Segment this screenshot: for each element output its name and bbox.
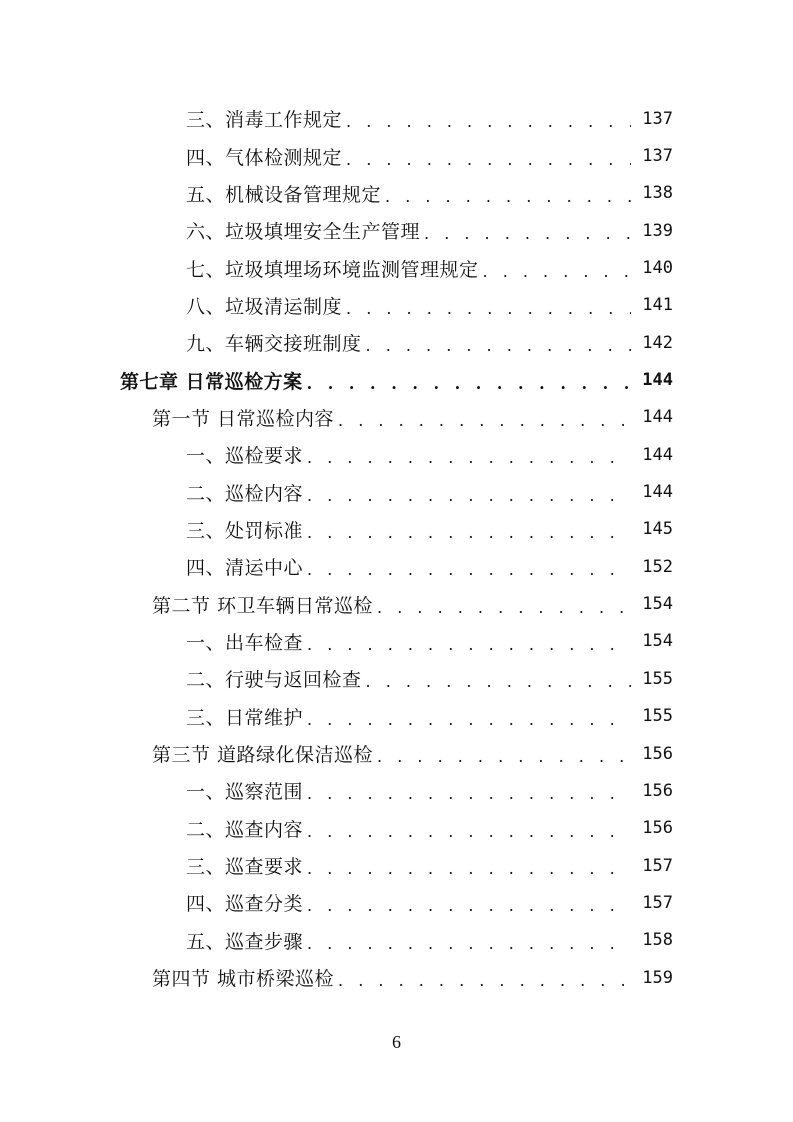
toc-dot-leader [307,934,631,953]
toc-entry[interactable] [0,137,793,174]
toc-dot-leader [307,822,631,841]
toc-entry-page: 156 [642,743,673,764]
toc-section-entry[interactable] [0,399,793,436]
toc-entry-title: 七、垃圾填埋场环境监测管理规定 [186,258,479,281]
toc-entry-page: 154 [642,631,673,652]
toc-entry-title: 六、垃圾填埋安全生产管理 [186,221,421,244]
toc-dot-leader [307,523,631,542]
toc-entry-page: 154 [642,594,673,615]
toc-entry-title: 九、车辆交接班制度 [186,333,362,356]
toc-dot-leader [307,859,631,878]
toc-entry-page: 155 [642,706,673,727]
toc-dot-leader [346,150,631,169]
toc-entry-title: 第三节 道路绿化保洁巡检 [152,744,374,767]
toc-entry-title: 一、巡察范围 [186,781,304,804]
toc-entry-title: 第一节 日常巡检内容 [152,407,335,430]
table-of-contents [0,100,793,996]
toc-entry-title: 五、机械设备管理规定 [186,183,382,206]
toc-entry[interactable] [0,100,793,137]
toc-entry-page: 140 [642,258,673,279]
toc-entry[interactable] [0,660,793,697]
toc-entry[interactable] [0,810,793,847]
toc-dot-leader [338,971,631,990]
toc-dot-leader [366,672,631,691]
toc-dot-leader [307,710,631,729]
toc-entry-page: 137 [642,108,673,129]
toc-entry[interactable] [0,287,793,324]
toc-entry-page: 144 [642,444,673,465]
toc-entry-title: 四、清运中心 [186,557,304,580]
toc-entry-page: 142 [642,332,673,353]
toc-entry-page: 141 [642,295,673,316]
toc-entry-title: 一、巡检要求 [186,445,304,468]
page-number: 6 [392,1032,401,1052]
toc-entry-page: 156 [642,780,673,801]
toc-dot-leader [307,635,631,654]
toc-entry-title: 二、行驶与返回检查 [186,669,362,692]
toc-dot-leader [377,747,631,766]
toc-entry-page: 157 [642,892,673,913]
toc-entry[interactable] [0,772,793,809]
toc-entry[interactable] [0,212,793,249]
toc-dot-leader [307,896,631,915]
toc-dot-leader [307,560,631,579]
toc-entry-page: 145 [642,519,673,540]
toc-dot-leader [424,224,631,243]
toc-section-entry[interactable] [0,959,793,996]
toc-dot-leader [483,262,631,281]
toc-section-entry[interactable] [0,585,793,622]
toc-entry[interactable] [0,473,793,510]
toc-entry-title: 三、日常维护 [186,706,304,729]
toc-entry-page: 144 [642,482,673,503]
toc-dot-leader [307,486,631,505]
toc-section-entry[interactable] [0,735,793,772]
toc-chapter-entry[interactable] [0,361,793,398]
toc-entry-title: 三、巡查要求 [186,856,304,879]
toc-entry-page: 155 [642,668,673,689]
toc-entry-page: 144 [642,407,673,428]
toc-entry[interactable] [0,548,793,585]
toc-dot-leader [385,187,631,206]
toc-dot-leader [307,448,631,467]
toc-entry-title: 二、巡查内容 [186,818,304,841]
toc-entry-title: 五、巡查步骤 [186,930,304,953]
toc-entry[interactable] [0,623,793,660]
toc-entry-page: 158 [642,930,673,951]
toc-entry[interactable] [0,324,793,361]
toc-dot-leader [346,112,631,131]
toc-entry-title: 三、处罚标准 [186,519,304,542]
toc-entry[interactable] [0,175,793,212]
toc-entry-title: 四、巡查分类 [186,893,304,916]
toc-entry-page: 159 [642,967,673,988]
toc-dot-leader [377,598,631,617]
toc-entry-title: 第四节 城市桥梁巡检 [152,968,335,991]
toc-entry-title: 二、巡检内容 [186,482,304,505]
toc-dot-leader [307,784,631,803]
toc-entry[interactable] [0,249,793,286]
toc-entry-title: 第二节 环卫车辆日常巡检 [152,594,374,617]
toc-entry-title: 第七章 日常巡检方案 [120,370,303,393]
toc-entry-title: 八、垃圾清运制度 [186,295,343,318]
toc-entry-page: 157 [642,855,673,876]
toc-entry-page: 138 [642,183,673,204]
toc-entry-title: 三、消毒工作规定 [186,109,343,132]
toc-entry-title: 四、气体检测规定 [186,146,343,169]
toc-entry[interactable] [0,698,793,735]
toc-entry[interactable] [0,847,793,884]
toc-entry-page: 144 [642,370,673,391]
toc-entry[interactable] [0,922,793,959]
toc-entry[interactable] [0,884,793,921]
toc-dot-leader [346,299,631,318]
toc-dot-leader [366,336,631,355]
toc-entry[interactable] [0,511,793,548]
toc-entry-page: 152 [642,556,673,577]
toc-entry-title: 一、出车检查 [186,631,304,654]
toc-dot-leader [307,374,631,393]
toc-entry-page: 156 [642,818,673,839]
toc-dot-leader [338,411,631,430]
toc-entry[interactable] [0,436,793,473]
toc-entry-page: 139 [642,220,673,241]
toc-entry-page: 137 [642,146,673,167]
